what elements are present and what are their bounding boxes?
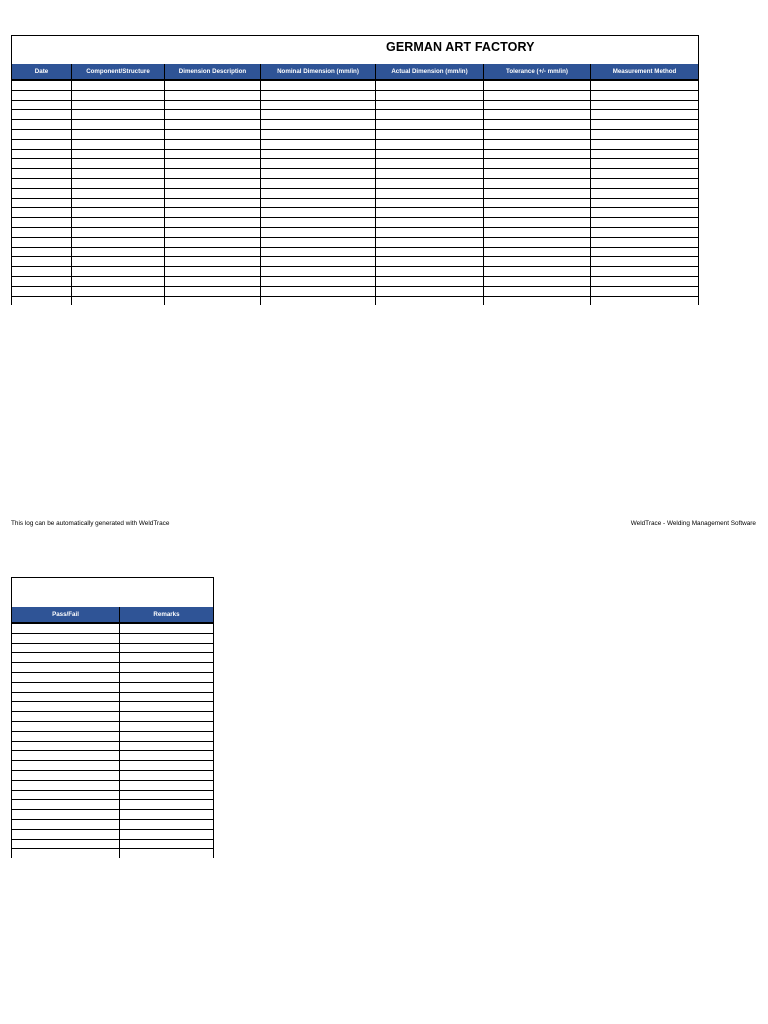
table-cell[interactable] [591, 169, 699, 179]
table-cell[interactable] [120, 623, 214, 633]
table-cell[interactable] [376, 169, 484, 179]
table-cell[interactable] [591, 198, 699, 208]
table-cell[interactable] [72, 169, 165, 179]
table-cell[interactable] [591, 237, 699, 247]
table-cell[interactable] [376, 149, 484, 159]
table-row [12, 721, 214, 731]
table-cell[interactable] [484, 159, 591, 169]
table-cell[interactable] [591, 149, 699, 159]
table-row [12, 653, 214, 663]
table-row [12, 188, 699, 198]
table-cell[interactable] [120, 682, 214, 692]
table-cell[interactable] [72, 110, 165, 120]
table-cell[interactable] [12, 712, 120, 722]
table-cell[interactable] [591, 178, 699, 188]
table-cell[interactable] [72, 218, 165, 228]
table-cell[interactable] [120, 653, 214, 663]
column-header-pass-fail: Pass/Fail [12, 607, 120, 623]
table-cell[interactable] [72, 129, 165, 139]
table-cell[interactable] [12, 276, 72, 286]
table-cell[interactable] [261, 139, 376, 149]
table-cell[interactable] [591, 227, 699, 237]
table-cell[interactable] [165, 100, 261, 110]
table-cell[interactable] [12, 90, 72, 100]
table-cell[interactable] [376, 237, 484, 247]
column-header-actual: Actual Dimension (mm/in) [376, 64, 484, 80]
table-cell[interactable] [484, 188, 591, 198]
table-row [12, 149, 699, 159]
table-cell[interactable] [12, 780, 120, 790]
table-cell[interactable] [120, 790, 214, 800]
table-cell[interactable] [72, 149, 165, 159]
table-cell[interactable] [484, 208, 591, 218]
table-cell[interactable] [165, 227, 261, 237]
table-cell[interactable] [72, 286, 165, 296]
table-cell[interactable] [484, 110, 591, 120]
table-row [12, 849, 214, 858]
table-row [12, 139, 699, 149]
table-cell[interactable] [261, 267, 376, 277]
table-cell[interactable] [376, 257, 484, 267]
table-row [12, 761, 214, 771]
table-cell[interactable] [376, 227, 484, 237]
table-row [12, 178, 699, 188]
table-cell[interactable] [165, 237, 261, 247]
table-cell[interactable] [484, 296, 591, 305]
table-row [12, 129, 699, 139]
table-cell[interactable] [165, 129, 261, 139]
table-cell[interactable] [376, 100, 484, 110]
table-header-row [12, 64, 699, 80]
table-cell[interactable] [165, 90, 261, 100]
table-row [12, 227, 699, 237]
footer-left-note: This log can be automatically generated with WeldTrace [11, 520, 170, 527]
table-cell[interactable] [484, 100, 591, 110]
pass-fail-table [11, 607, 214, 858]
table-cell[interactable] [165, 149, 261, 159]
table-cell[interactable] [261, 208, 376, 218]
table-cell[interactable] [12, 267, 72, 277]
table-cell[interactable] [261, 159, 376, 169]
table-cell[interactable] [261, 276, 376, 286]
table-cell[interactable] [591, 100, 699, 110]
table-cell[interactable] [120, 633, 214, 643]
table-cell[interactable] [120, 770, 214, 780]
table-cell[interactable] [376, 198, 484, 208]
table-cell[interactable] [72, 247, 165, 257]
table-cell[interactable] [484, 129, 591, 139]
table-cell[interactable] [376, 188, 484, 198]
table-cell[interactable] [72, 276, 165, 286]
table-cell[interactable] [591, 80, 699, 90]
table-cell[interactable] [12, 672, 120, 682]
column-header-remarks: Remarks [120, 607, 214, 623]
table-cell[interactable] [165, 218, 261, 228]
table-row [12, 751, 214, 761]
table-row [12, 633, 214, 643]
table-cell[interactable] [72, 296, 165, 305]
table-cell[interactable] [120, 751, 214, 761]
table-row [12, 286, 699, 296]
table-cell[interactable] [72, 159, 165, 169]
table-cell[interactable] [72, 178, 165, 188]
table-cell[interactable] [12, 663, 120, 673]
table-cell[interactable] [261, 149, 376, 159]
table-cell[interactable] [12, 800, 120, 810]
table-row [12, 790, 214, 800]
table-cell[interactable] [72, 90, 165, 100]
table-cell[interactable] [261, 188, 376, 198]
table-cell[interactable] [72, 188, 165, 198]
table-row [12, 110, 699, 120]
table-cell[interactable] [261, 218, 376, 228]
table-row [12, 682, 214, 692]
table-cell[interactable] [12, 623, 120, 633]
table-cell[interactable] [376, 296, 484, 305]
table-row [12, 672, 214, 682]
table-cell[interactable] [12, 741, 120, 751]
table-header-row [12, 607, 214, 623]
table-cell[interactable] [12, 702, 120, 712]
table-cell[interactable] [120, 643, 214, 653]
table-cell[interactable] [261, 100, 376, 110]
table-cell[interactable] [484, 237, 591, 247]
table-cell[interactable] [120, 702, 214, 712]
column-header-component: Component/Structure [72, 64, 165, 80]
table-cell[interactable] [591, 267, 699, 277]
table-cell[interactable] [591, 276, 699, 286]
table-cell[interactable] [120, 741, 214, 751]
table-cell[interactable] [120, 761, 214, 771]
table-cell[interactable] [120, 692, 214, 702]
table-cell[interactable] [591, 188, 699, 198]
table-cell[interactable] [261, 286, 376, 296]
table-cell[interactable] [120, 829, 214, 839]
table-cell[interactable] [12, 227, 72, 237]
table-cell[interactable] [376, 208, 484, 218]
table-row [12, 100, 699, 110]
table-row [12, 731, 214, 741]
table-row [12, 839, 214, 849]
table-row [12, 623, 214, 633]
table-cell[interactable] [12, 770, 120, 780]
table-cell[interactable] [591, 286, 699, 296]
table-cell[interactable] [72, 257, 165, 267]
table-cell[interactable] [376, 286, 484, 296]
table-cell[interactable] [261, 129, 376, 139]
table-cell[interactable] [484, 90, 591, 100]
table-cell[interactable] [484, 80, 591, 90]
second-title-box [11, 577, 214, 608]
table-cell[interactable] [591, 208, 699, 218]
table-row [12, 257, 699, 267]
table-cell[interactable] [591, 296, 699, 305]
page-title: GERMAN ART FACTORY [386, 40, 535, 54]
table-cell[interactable] [165, 110, 261, 120]
table-cell[interactable] [12, 839, 120, 849]
table-cell[interactable] [120, 839, 214, 849]
table-row [12, 198, 699, 208]
table-cell[interactable] [12, 849, 120, 858]
table-cell[interactable] [12, 633, 120, 643]
dimension-log-table [11, 64, 699, 305]
table-cell[interactable] [376, 276, 484, 286]
table-cell[interactable] [376, 267, 484, 277]
table-cell[interactable] [484, 178, 591, 188]
table-cell[interactable] [12, 721, 120, 731]
table-cell[interactable] [12, 149, 72, 159]
table-cell[interactable] [261, 296, 376, 305]
footer-right-note: WeldTrace - Welding Management Software [630, 520, 756, 527]
table-cell[interactable] [484, 149, 591, 159]
table-row [12, 80, 699, 90]
table-row [12, 237, 699, 247]
table-row [12, 208, 699, 218]
table-cell[interactable] [12, 296, 72, 305]
table-cell[interactable] [376, 90, 484, 100]
table-cell[interactable] [120, 800, 214, 810]
table-row [12, 712, 214, 722]
table-row [12, 90, 699, 100]
table-cell[interactable] [12, 286, 72, 296]
table-cell[interactable] [120, 849, 214, 858]
table-cell[interactable] [165, 286, 261, 296]
table-cell[interactable] [12, 257, 72, 267]
table-cell[interactable] [72, 139, 165, 149]
table-row [12, 741, 214, 751]
table-row [12, 169, 699, 179]
table-cell[interactable] [591, 257, 699, 267]
table-cell[interactable] [12, 110, 72, 120]
table-cell[interactable] [484, 198, 591, 208]
table-cell[interactable] [591, 90, 699, 100]
table-cell[interactable] [165, 247, 261, 257]
table-cell[interactable] [120, 780, 214, 790]
table-cell[interactable] [261, 198, 376, 208]
column-header-tolerance: Tolerance (+/- mm/in) [484, 64, 591, 80]
table-row [12, 159, 699, 169]
table-cell[interactable] [12, 810, 120, 820]
table-cell[interactable] [12, 653, 120, 663]
table-cell[interactable] [72, 120, 165, 130]
table-cell[interactable] [120, 810, 214, 820]
table-cell[interactable] [261, 90, 376, 100]
table-cell[interactable] [165, 139, 261, 149]
table-cell[interactable] [165, 188, 261, 198]
table-cell[interactable] [376, 110, 484, 120]
table-cell[interactable] [376, 159, 484, 169]
table-row [12, 276, 699, 286]
table-cell[interactable] [261, 247, 376, 257]
table-cell[interactable] [261, 110, 376, 120]
table-cell[interactable] [72, 80, 165, 90]
table-row [12, 770, 214, 780]
table-cell[interactable] [165, 159, 261, 169]
table-row [12, 267, 699, 277]
table-cell[interactable] [12, 178, 72, 188]
table-cell[interactable] [12, 237, 72, 247]
table-cell[interactable] [591, 159, 699, 169]
table-cell[interactable] [261, 237, 376, 247]
table-cell[interactable] [72, 267, 165, 277]
table-cell[interactable] [12, 751, 120, 761]
table-row [12, 780, 214, 790]
table-cell[interactable] [484, 286, 591, 296]
table-cell[interactable] [12, 731, 120, 741]
table-cell[interactable] [12, 829, 120, 839]
table-cell[interactable] [261, 169, 376, 179]
table-cell[interactable] [484, 227, 591, 237]
table-cell[interactable] [376, 80, 484, 90]
table-row [12, 692, 214, 702]
column-header-nominal: Nominal Dimension (mm/in) [261, 64, 376, 80]
table-cell[interactable] [120, 672, 214, 682]
table-cell[interactable] [12, 129, 72, 139]
table-cell[interactable] [165, 257, 261, 267]
table-cell[interactable] [72, 208, 165, 218]
table-row [12, 819, 214, 829]
table-cell[interactable] [261, 257, 376, 267]
table-cell[interactable] [120, 721, 214, 731]
table-cell[interactable] [261, 178, 376, 188]
table-cell[interactable] [484, 169, 591, 179]
table-cell[interactable] [120, 731, 214, 741]
table-cell[interactable] [165, 267, 261, 277]
table-row [12, 663, 214, 673]
table-cell[interactable] [12, 761, 120, 771]
table-cell[interactable] [12, 159, 72, 169]
table-cell[interactable] [484, 267, 591, 277]
table-cell[interactable] [12, 100, 72, 110]
table-cell[interactable] [376, 178, 484, 188]
table-cell[interactable] [376, 120, 484, 130]
table-cell[interactable] [12, 80, 72, 90]
table-row [12, 800, 214, 810]
table-cell[interactable] [591, 129, 699, 139]
table-cell[interactable] [12, 218, 72, 228]
column-header-description: Dimension Description [165, 64, 261, 80]
table-cell[interactable] [165, 198, 261, 208]
table-cell[interactable] [12, 643, 120, 653]
table-cell[interactable] [165, 80, 261, 90]
table-cell[interactable] [591, 139, 699, 149]
table-cell[interactable] [484, 247, 591, 257]
table-cell[interactable] [12, 208, 72, 218]
table-cell[interactable] [484, 120, 591, 130]
table-cell[interactable] [165, 276, 261, 286]
table-cell[interactable] [261, 80, 376, 90]
table-cell[interactable] [484, 218, 591, 228]
table-cell[interactable] [165, 208, 261, 218]
table-row [12, 829, 214, 839]
table-cell[interactable] [12, 120, 72, 130]
table-cell[interactable] [376, 139, 484, 149]
table-cell[interactable] [376, 218, 484, 228]
table-cell[interactable] [72, 237, 165, 247]
table-cell[interactable] [261, 120, 376, 130]
table-cell[interactable] [120, 712, 214, 722]
table-cell[interactable] [72, 100, 165, 110]
table-cell[interactable] [591, 218, 699, 228]
table-cell[interactable] [261, 227, 376, 237]
table-cell[interactable] [165, 178, 261, 188]
table-cell[interactable] [484, 276, 591, 286]
table-cell[interactable] [72, 198, 165, 208]
table-row [12, 810, 214, 820]
table-row [12, 296, 699, 305]
table-cell[interactable] [12, 692, 120, 702]
table-cell[interactable] [120, 663, 214, 673]
title-box [11, 35, 699, 65]
table-cell[interactable] [591, 120, 699, 130]
table-row [12, 702, 214, 712]
table-row [12, 120, 699, 130]
table-cell[interactable] [591, 247, 699, 257]
table-row [12, 643, 214, 653]
column-header-method: Measurement Method [591, 64, 699, 80]
table-cell[interactable] [376, 129, 484, 139]
table-cell[interactable] [165, 120, 261, 130]
table-cell[interactable] [376, 247, 484, 257]
table-cell[interactable] [484, 139, 591, 149]
table-cell[interactable] [165, 296, 261, 305]
table-cell[interactable] [12, 169, 72, 179]
table-cell[interactable] [484, 257, 591, 267]
table-row [12, 247, 699, 257]
table-cell[interactable] [12, 247, 72, 257]
table-cell[interactable] [12, 682, 120, 692]
column-header-date: Date [12, 64, 72, 80]
table-cell[interactable] [12, 819, 120, 829]
table-cell[interactable] [165, 169, 261, 179]
table-cell[interactable] [12, 790, 120, 800]
table-cell[interactable] [72, 227, 165, 237]
table-cell[interactable] [12, 188, 72, 198]
table-row [12, 218, 699, 228]
table-cell[interactable] [591, 110, 699, 120]
table-cell[interactable] [120, 819, 214, 829]
table-cell[interactable] [12, 139, 72, 149]
table-cell[interactable] [12, 198, 72, 208]
